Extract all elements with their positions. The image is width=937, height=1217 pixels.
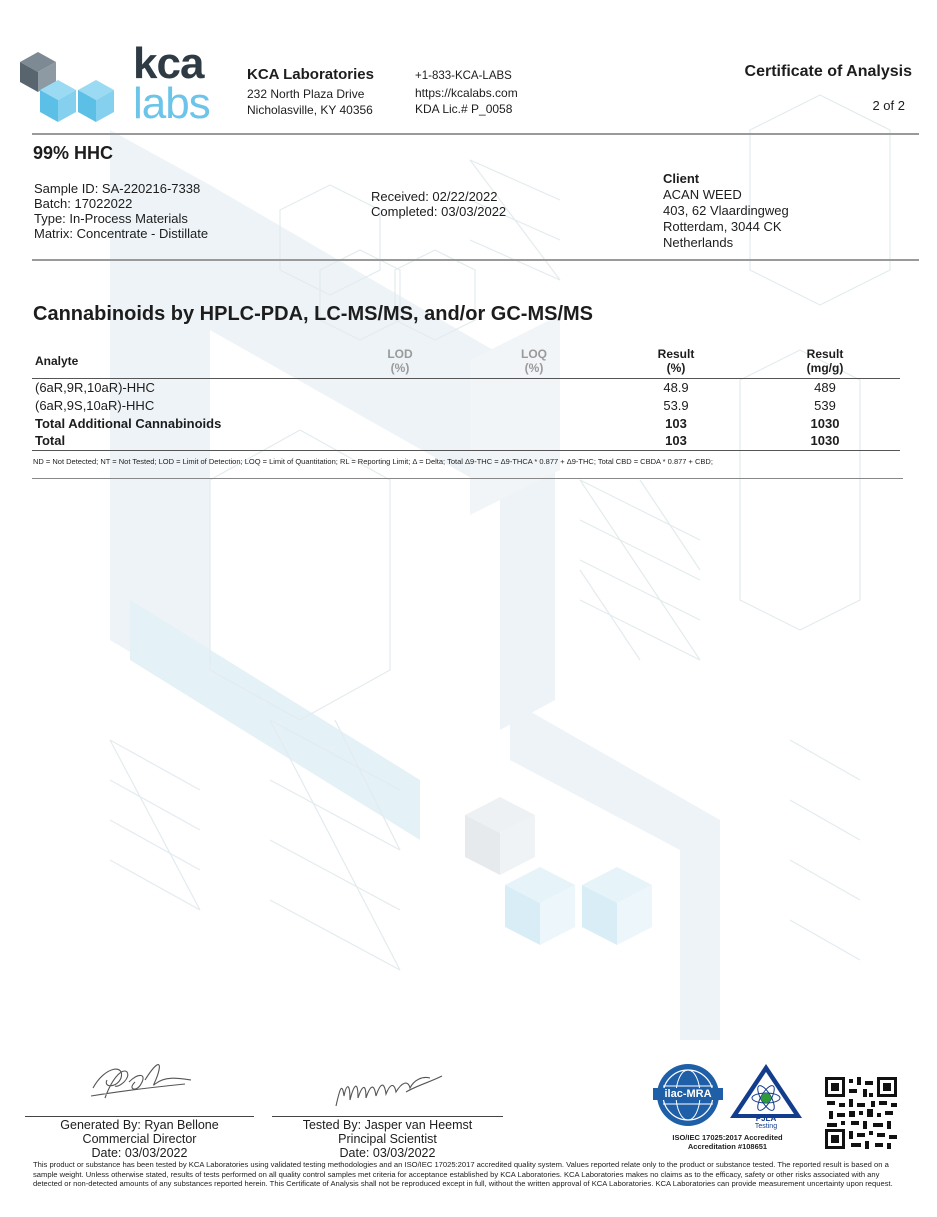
table-row <box>0 379 937 397</box>
iso-line-2: Accreditation #108651 <box>687 1142 768 1151</box>
lab-website: https://kcalabs.com <box>415 86 518 100</box>
sample-title: 99% HHC <box>33 143 114 163</box>
tested-by: Tested By: Jasper van Heemst <box>302 1118 473 1132</box>
col-analyte: Analyte <box>35 354 79 368</box>
sample-divider <box>32 259 919 261</box>
row-result-mg: 489 <box>814 380 836 395</box>
row-result-mg: 539 <box>814 398 836 413</box>
row-result-pct: 48.9 <box>663 380 689 395</box>
client-name: ACAN WEED <box>663 187 742 202</box>
sample-type: Type: In-Process Materials <box>34 211 188 226</box>
header-divider <box>32 133 919 135</box>
pjla-label: PJLA <box>755 1114 777 1123</box>
signature-line-2 <box>272 1116 503 1117</box>
sample-received: Received: 02/22/2022 <box>371 189 498 204</box>
table-row-total-additional <box>0 415 937 433</box>
cubes-logo-icon <box>20 48 120 128</box>
ilac-label: ilac-MRA <box>653 1088 723 1100</box>
client-city: Rotterdam, 3044 CK <box>663 219 782 234</box>
pjla-triangle-icon <box>728 1062 804 1120</box>
kca-logo <box>20 39 225 128</box>
legal-disclaimer: This product or substance has been tested by KCA Laboratories using validated testing methodologies and an ISO/IEC 17025:2017 accredited quality system. Values reported relate only to the product or substance tested. The reported result is based on a sample weight. Unless otherwise stated, results of tests performed on all quality control samples met criteria for acceptance established by KCA Laboratories. KCA Laboratories makes no claims as to the efficacy, safety or other risks associated with any detected or non-detected amounts of any substances reported herein. This Certificate of Analysis shall not be reproduced except in full, without the written approval of KCA Laboratories. KCA Laboratories can provide measurement uncertainty upon request. <box>33 1160 893 1189</box>
iso-accreditation <box>655 1133 800 1151</box>
row-result-pct: 103 <box>665 416 687 431</box>
client-country: Netherlands <box>663 235 734 250</box>
sample-id: Sample ID: SA-220216-7338 <box>34 181 201 196</box>
lab-address-city: Nicholasville, KY 40356 <box>247 103 373 117</box>
table-bottom-rule <box>32 450 900 451</box>
pjla-testing-label: Testing <box>754 1123 778 1130</box>
signature-line-1 <box>25 1116 254 1117</box>
row-analyte: Total Additional Cannabinoids <box>35 416 222 431</box>
row-analyte: Total <box>35 433 66 448</box>
signature-ryan-bellone <box>85 1058 200 1106</box>
row-result-mg: 1030 <box>810 433 840 448</box>
col-result-mg <box>787 347 863 375</box>
row-result-mg: 1030 <box>810 416 840 431</box>
tested-title: Principal Scientist <box>338 1132 437 1146</box>
col-lod-label: LOD <box>387 347 413 361</box>
row-analyte: (6aR,9R,10aR)-HHC <box>35 380 155 395</box>
lab-name: KCA Laboratories <box>247 66 374 83</box>
lab-address-street: 232 North Plaza Drive <box>247 87 365 101</box>
signature-block-2 <box>272 1118 503 1160</box>
lab-phone: +1-833-KCA-LABS <box>415 70 512 82</box>
generated-by: Generated By: Ryan Bellone <box>60 1118 219 1132</box>
doc-title: Certificate of Analysis <box>744 63 912 80</box>
logo-text-kca: kca <box>133 39 204 88</box>
generated-title: Commercial Director <box>82 1132 197 1146</box>
footnote-divider <box>32 478 903 479</box>
pjla-logo <box>728 1062 804 1132</box>
iso-line-1: ISO/IEC 17025:2017 Accredited <box>672 1133 783 1142</box>
col-loq <box>504 347 564 375</box>
qr-code-icon[interactable] <box>825 1077 897 1149</box>
signature-jasper-van-heemst <box>330 1066 450 1114</box>
ilac-mra-logo <box>655 1062 721 1128</box>
col-result-pct-label: Result <box>657 347 695 361</box>
client-heading: Client <box>663 171 700 186</box>
sample-completed: Completed: 03/03/2022 <box>371 204 507 219</box>
table-footnote: ND = Not Detected; NT = Not Tested; LOD = Limit of Detection; LOQ = Limit of Quantitation; RL = Reporting Limit; Δ = Delta; Total Δ9-THC = Δ9-THCA * 0.877 + Δ9-THC; Total CBD = CBDA * 0.877 + CBD; <box>33 457 713 466</box>
section-title: Cannabinoids by HPLC-PDA, LC-MS/MS, and/or GC-MS/MS <box>33 303 593 325</box>
row-result-pct: 53.9 <box>663 398 689 413</box>
page-number: 2 of 2 <box>872 98 905 113</box>
lab-license: KDA Lic.# P_0058 <box>415 102 513 116</box>
table-row <box>0 397 937 415</box>
logo-text-labs: labs <box>133 79 210 128</box>
col-lod <box>370 347 430 375</box>
col-result-pct-unit: (%) <box>666 361 686 375</box>
col-loq-label: LOQ <box>521 347 547 361</box>
col-result-pct <box>640 347 712 375</box>
generated-date: Date: 03/03/2022 <box>91 1146 188 1160</box>
tested-date: Date: 03/03/2022 <box>339 1146 436 1160</box>
row-result-pct: 103 <box>665 433 687 448</box>
row-analyte: (6aR,9S,10aR)-HHC <box>35 398 155 413</box>
col-loq-unit: (%) <box>524 361 544 375</box>
table-row-total <box>0 432 937 450</box>
col-lod-unit: (%) <box>390 361 410 375</box>
client-street: 403, 62 Vlaardingweg <box>663 203 789 218</box>
col-result-mg-label: Result <box>806 347 844 361</box>
sample-batch: Batch: 17022022 <box>34 196 133 211</box>
sample-matrix: Matrix: Concentrate - Distillate <box>34 226 209 241</box>
signature-block-1 <box>25 1118 254 1160</box>
col-result-mg-unit: (mg/g) <box>806 361 844 375</box>
